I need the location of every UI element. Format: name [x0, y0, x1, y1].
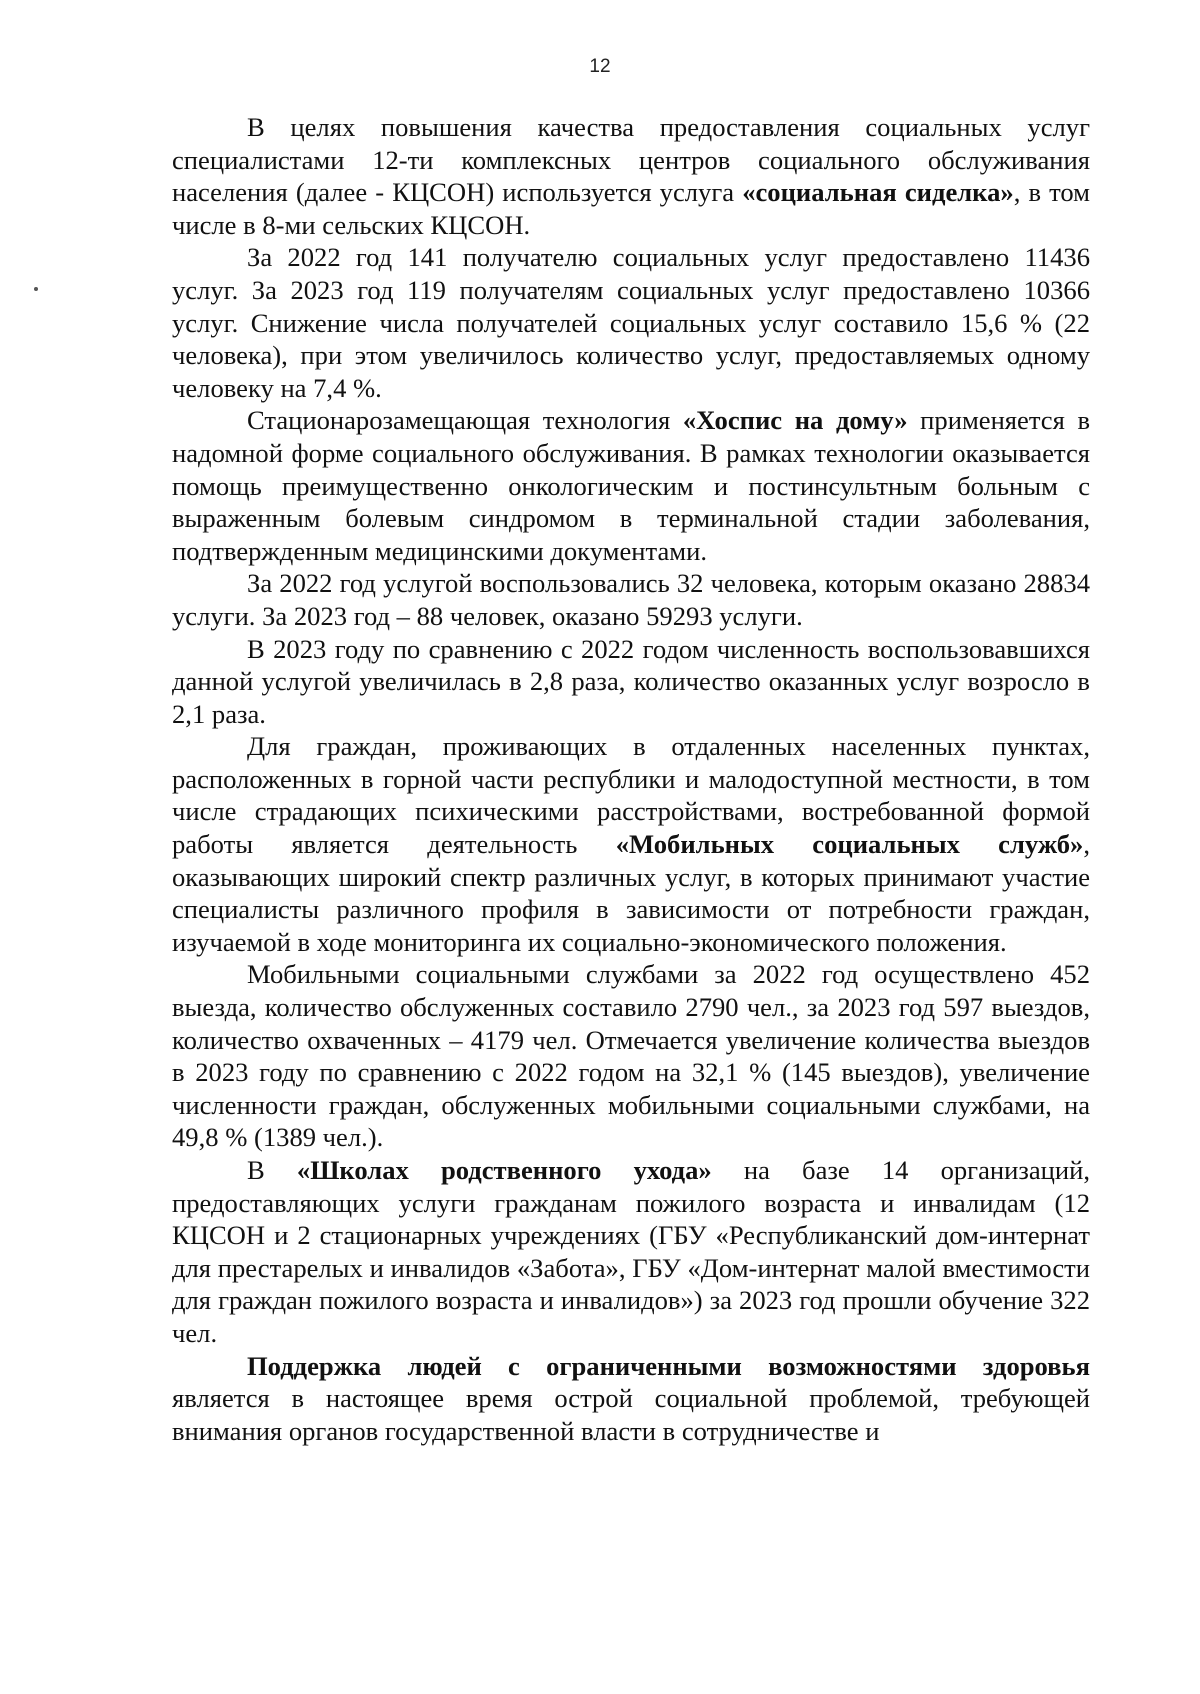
paragraph-mobile-services: Для граждан, проживающих в отдаленных населенных пунктах, расположенных в горной части республики и малодоступной местности, в том числе страдающих психическими расстройствами, востребованной формой работы является деятельность «Мобильных социальных служб», оказывающих широкий спектр различных услуг, в которых принимают участие специалисты различного профиля в зависимости от потребности граждан, изучаемой в ходе мониторинга их социально-экономического положения.	[172, 731, 1091, 957]
term-mobile-social-services: «Мобильных социальных служб»	[615, 829, 1084, 860]
term-disability-support: Поддержка людей с ограниченными возможностями здоровья	[247, 1350, 1090, 1381]
paragraph-disability-support: Поддержка людей с ограниченными возможностями здоровья является в настоящее время острой социальной проблемой, требующей внимания органов государственной власти в сотрудничестве и	[172, 1350, 1090, 1446]
paragraph-hospice-growth: В 2023 году по сравнению с 2022 годом численность воспользовавшихся данной услугой увеличилась в 2,8 раза, количество оказанных услуг возросло в 2,1 раза.	[172, 633, 1090, 729]
term-family-care-schools: «Школах родственного ухода»	[296, 1155, 712, 1185]
term-social-caregiver: «социальная сиделка»	[742, 177, 1014, 208]
paragraph-hospice-stats: За 2022 год услугой воспользовались 32 человека, которым оказано 28834 услуги. За 2023 год – 88 человек, оказано 59293 услуги.	[172, 568, 1090, 631]
term-hospice-at-home: «Хоспис на дому»	[682, 405, 908, 436]
scan-speck	[34, 287, 38, 291]
paragraph-care-schools: В «Школах родственного ухода» на базе 14 организаций, предоставляющих услуги гражданам пожилого возраста и инвалидам (12 КЦСОН и 2 стационарных учреждениях (ГБУ «Республиканский дом-интернат для престарелых и инвалидов «Забота», ГБУ «Дом-интернат малой вместимости для граждан пожилого возраста и инвалидов») за 2023 год прошли обучение 322 чел.	[172, 1155, 1090, 1348]
paragraph-hospice: Стационарозамещающая технология «Хоспис на дому» применяется в надомной форме социального обслуживания. В рамках технологии оказывается помощь преимущественно онкологическим и постинсультным больным с выраженным болевым синдромом в терминальной стадии заболевания, подтвержденным медицинскими документами.	[172, 405, 1090, 566]
paragraph-caregiver-stats: За 2022 год 141 получателю социальных услуг предоставлено 11436 услуг. За 2023 год 119 получателям социальных услуг предоставлено 10366 услуг. Снижение числа получателей социальных услуг составило 15,6 % (22 человека), при этом увеличилось количество услуг, предоставляемых одному человеку на 7,4 %.	[172, 242, 1090, 403]
document-body	[172, 111, 1090, 1447]
paragraph-social-caregiver: В целях повышения качества предоставления социальных услуг специалистами 12-ти комплексных центров социального обслуживания населения (далее - КЦСОН) используется услуга «социальная сиделка», в том числе в 8-ми сельских КЦСОН.	[172, 112, 1091, 240]
page-number: 12	[589, 56, 611, 77]
paragraph-mobile-stats: Мобильными социальными службами за 2022 год осуществлено 452 выезда, количество обслуженных составило 2790 чел., за 2023 год 597 выездов, количество охваченных – 4179 чел. Отмечается увеличение количества выездов в 2023 году по сравнению с 2022 годом на 32,1 % (145 выездов), увеличение численности граждан, обслуженных мобильными социальными службами, на 49,8 % (1389 чел.).	[172, 959, 1090, 1153]
